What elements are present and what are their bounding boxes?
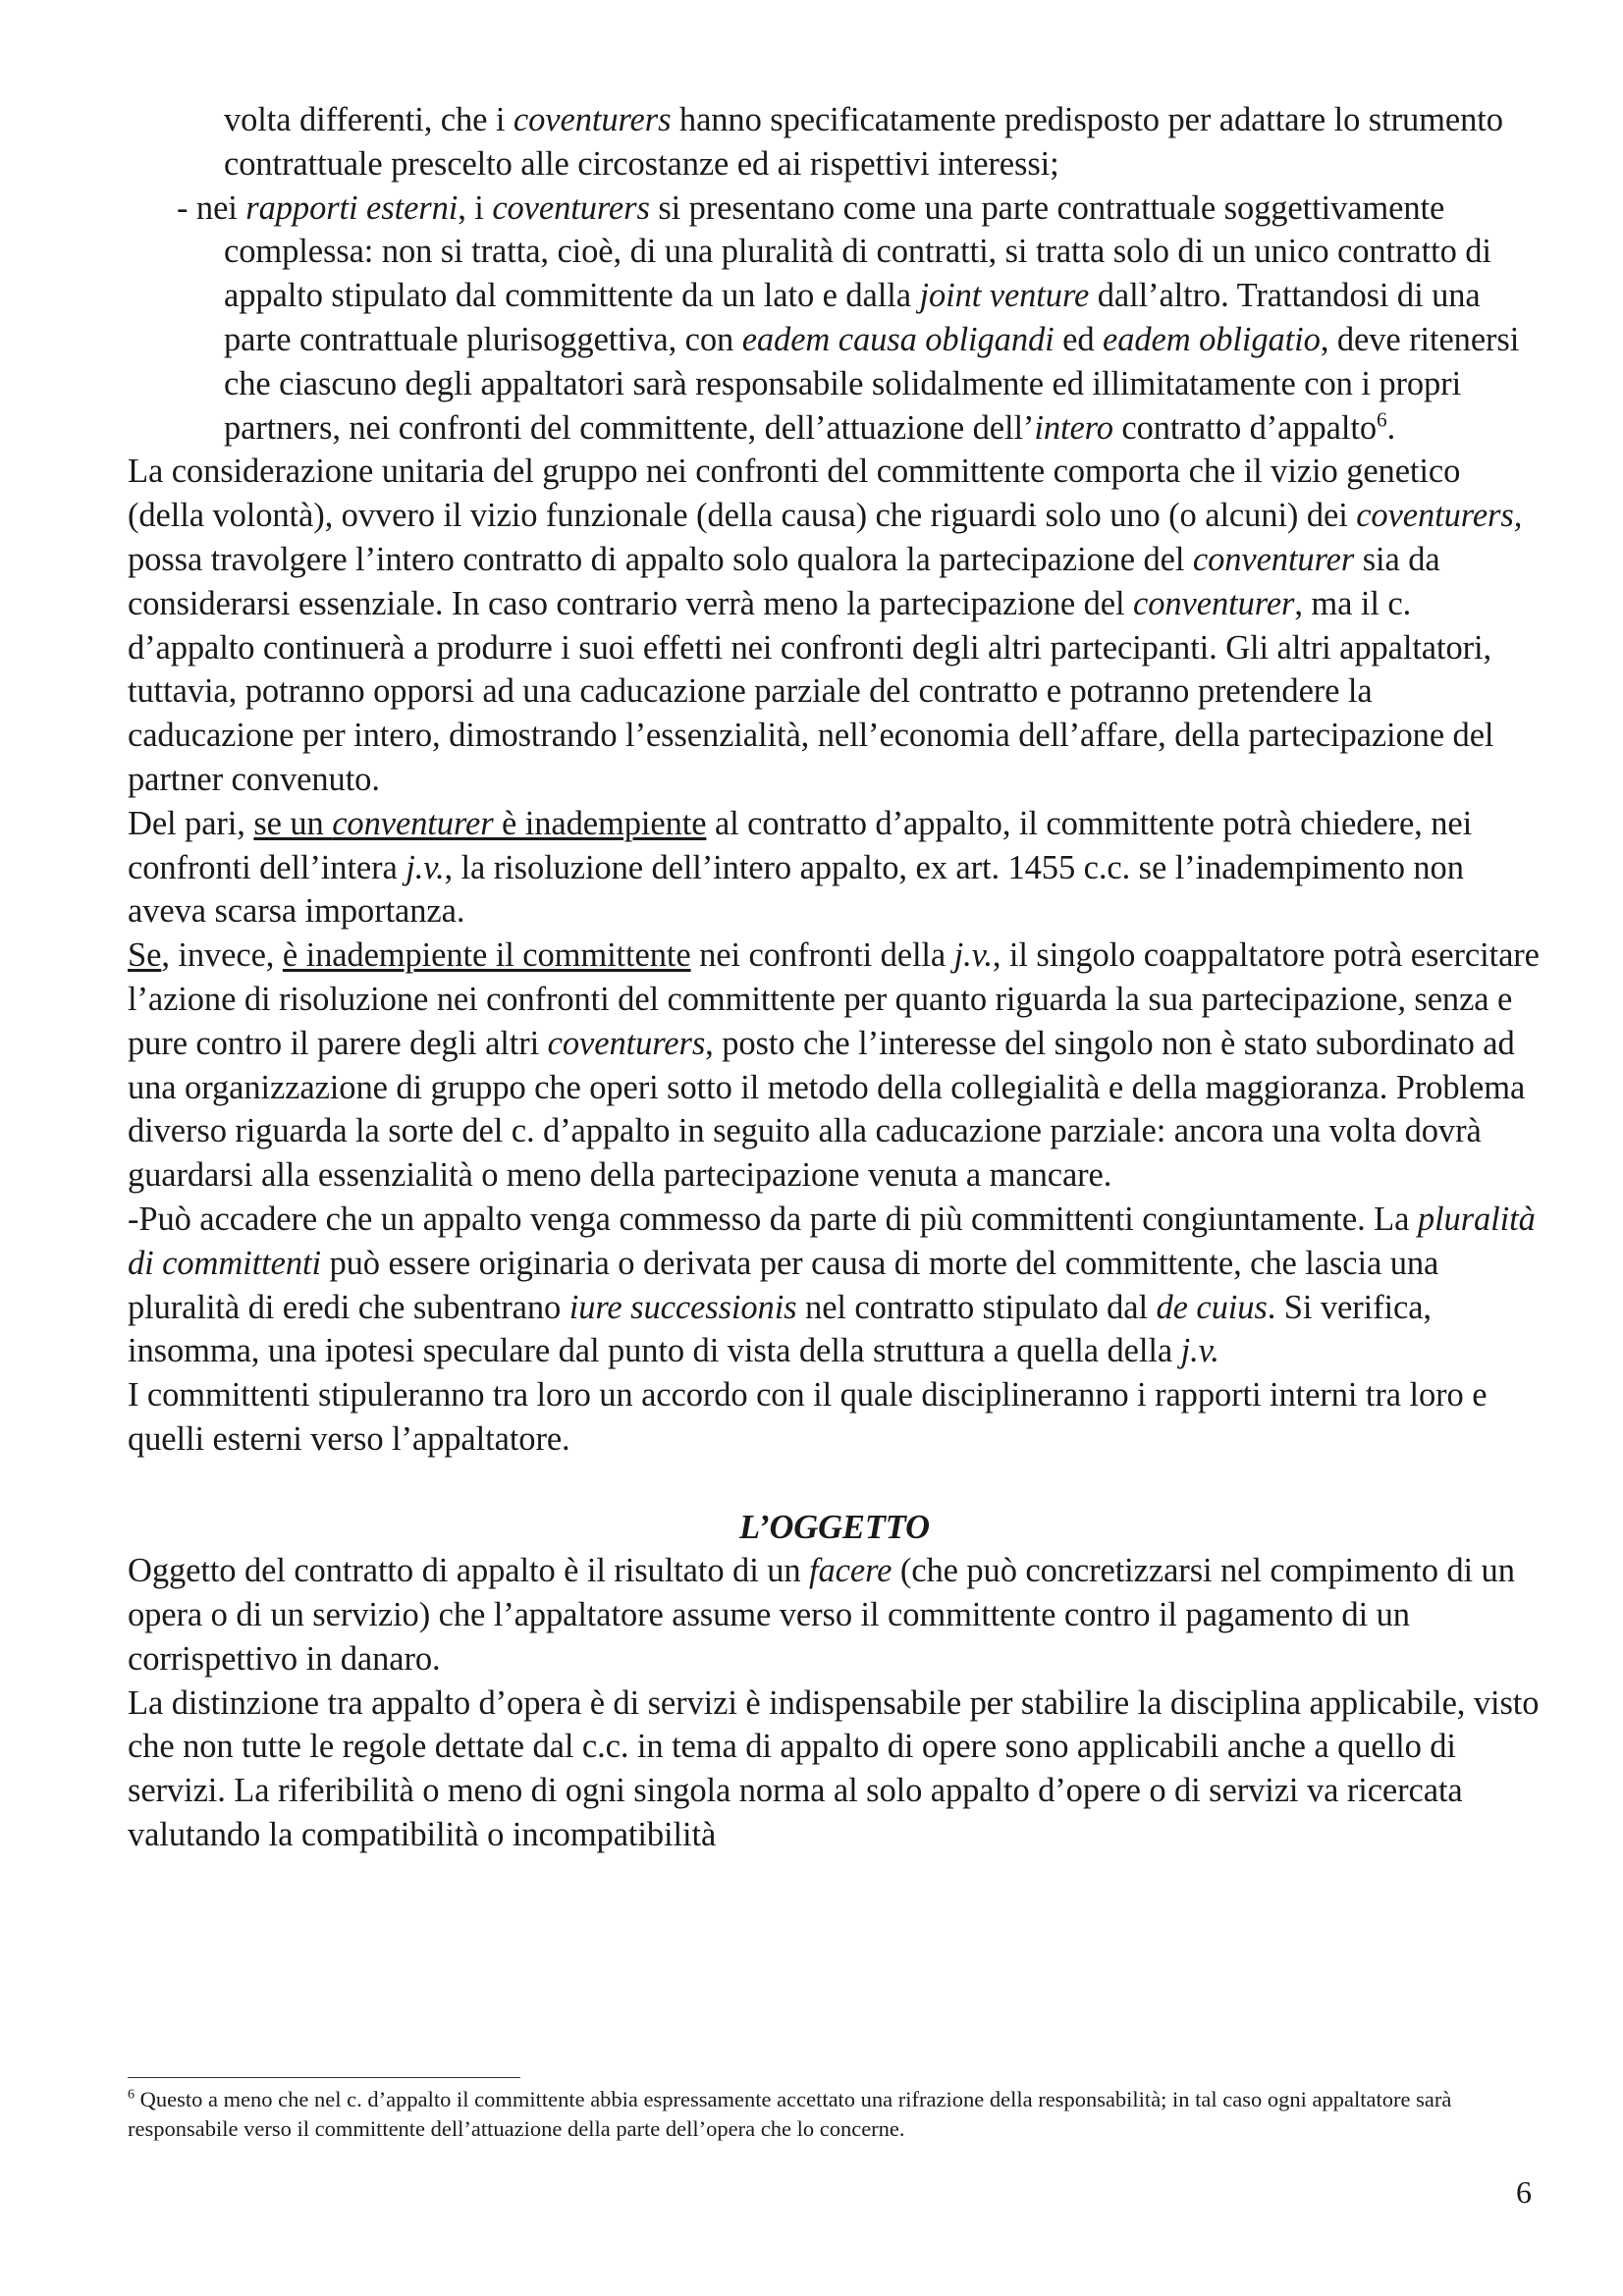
italic-text: conventurer (1192, 540, 1355, 578)
italic-text: j.v. (953, 936, 993, 975)
text-run: hanno specificatamente predisposto per adattare lo strumento contrattuale prescelto alle circostanze ed ai rispettivi interessi; (224, 101, 1503, 183)
footnote (128, 2085, 1532, 2144)
page-number: 6 (1516, 2174, 1532, 2210)
footnote-separator (128, 2077, 520, 2078)
paragraph (128, 98, 1542, 187)
italic-text: j.v. (1180, 1332, 1219, 1370)
italic-text: conventurer (1133, 584, 1295, 622)
text-run: Se (128, 936, 162, 975)
italic-text: coventurers, (1356, 497, 1523, 535)
italic-text: conventurer (332, 804, 494, 842)
text-run: nei confronti della (690, 936, 954, 975)
italic-text: pluralità di committenti (128, 1200, 1536, 1282)
text-run: . (1386, 408, 1396, 447)
paragraph (128, 187, 1542, 451)
text-run: è inadempiente (493, 804, 707, 842)
paragraph (128, 934, 1542, 1198)
paragraph (128, 802, 1542, 934)
text-run: Oggetto del contratto di appalto è il risultato di un (128, 1552, 810, 1590)
text-run: - nei (177, 188, 246, 227)
paragraph (128, 450, 1542, 801)
italic-text: j.v. (406, 848, 445, 886)
footnote-marker: 6 (128, 2087, 135, 2103)
text-run: dall’altro. Trattandosi di una parte contrattuale plurisoggettiva, con (224, 277, 1481, 358)
text-run: I committenti stipuleranno tra loro un accordo con il quale disciplineranno i rapporti interni tra loro e quelli esterni verso l’appaltatore. (128, 1376, 1488, 1458)
text-run: , i (458, 188, 493, 227)
italic-text: coventurers (513, 101, 672, 138)
body-text (128, 98, 1542, 1857)
text-run: -Può accadere che un appalto venga commesso da parte di più committenti congiuntamente. La (128, 1200, 1418, 1238)
footnote-reference: 6 (1377, 407, 1387, 432)
text-run: se un (253, 804, 333, 842)
text-run: , posto che l’interesse del singolo non è stato subordinato ad una organizzazione di gruppo che operi sotto il metodo della collegialità e della maggioranza. Problema diverso riguarda la sorte del c. d’appalto in seguito alla caducazione parziale: ancora una volta dovrà guardarsi alla essenzialità o meno della partecipazione venuta a mancare. (128, 1024, 1526, 1195)
text-run: ed (1054, 320, 1104, 358)
italic-text: eadem causa obligandi (741, 320, 1055, 358)
paragraphs-before-heading (128, 98, 1542, 1462)
italic-text: facere (809, 1552, 893, 1590)
paragraph (128, 1198, 1542, 1373)
paragraph (128, 1373, 1542, 1462)
text-run: è inadempiente il committente (282, 936, 691, 975)
footnote-text: Questo a meno che nel c. d’appalto il committente abbia espressamente accettato una rifrazione della responsabilità; in tal caso ogni appaltatore sarà responsabile verso il committente dell’attuazione della parte dell’opera che lo concerne. (128, 2087, 1452, 2141)
italic-text: intero (1034, 408, 1113, 447)
italic-text: de cuius (1156, 1288, 1268, 1326)
text-run: contratto d’appalto (1112, 408, 1378, 447)
text-run: , ma il c. d’appalto continuerà a produrre i suoi effetti nei confronti degli altri partecipanti. Gli altri appaltatori, tuttavia, potranno opporsi ad una caducazione parziale del contratto e potranno pretendere la caducazione per intero, dimostrando l’essenzialità, nell’economia dell’affare, della partecipazione del partner convenuto. (128, 584, 1494, 798)
italic-text: joint venture (919, 277, 1090, 315)
italic-text: coventurers (492, 188, 650, 227)
text-run: al contratto d’appalto, il committente potrà chiedere, nei confronti dell’intera (128, 804, 1473, 886)
text-run: nel contratto stipulato dal (796, 1288, 1157, 1326)
text-run: volta differenti, che i (224, 101, 514, 138)
italic-text: coventurers (547, 1024, 706, 1062)
text-run: , deve ritenersi che ciascuno degli appaltatori sarà responsabile solidalmente ed illimitatamente con i propri partners, nei confronti del committente, dell’attuazione dell’ (224, 320, 1520, 447)
text-run: (che può concretizzarsi nel compimento di un opera o di un servizio) che l’appaltatore assume verso il committente contro il pagamento di un corrispettivo in danaro. (128, 1552, 1515, 1678)
text-run: , la risoluzione dell’intero appalto, ex art. 1455 c.c. se l’inadempimento non aveva scarsa importanza. (128, 848, 1464, 931)
paragraph (128, 1682, 1542, 1857)
text-run: , invece, (161, 936, 283, 975)
italic-text: rapporti esterni (245, 188, 459, 227)
paragraphs-after-heading (128, 1549, 1542, 1857)
text-run: La distinzione tra appalto d’opera è di servizi è indispensabile per stabilire la disciplina applicabile, visto che non tutte le regole dettate dal c.c. in tema di appalto di opere sono applicabili anche a quello di servizi. La riferibilità o meno di ogni singola norma al solo appalto d’opere o di servizi va ricercata valutando la compatibilità o incompatibilità (128, 1683, 1540, 1854)
text-run: sia da considerarsi essenziale. In caso contrario verrà meno la partecipazione del (128, 540, 1440, 622)
section-heading: L’OGGETTO (739, 1508, 930, 1546)
text-run: si presentano come una parte contrattuale soggettivamente complessa: non si tratta, cioè, di una pluralità di contratti, si tratta solo di un unico contratto di appalto stipulato dal committente da un lato e dalla (224, 188, 1491, 315)
text-run: , il singolo coappaltatore potrà esercitare l’azione di risoluzione nei confronti del committente per quanto riguarda la sua partecipazione, senza e pure contro il parere degli altri (128, 936, 1540, 1062)
text-run: possa travolgere l’intero contratto di appalto solo qualora la partecipazione del (128, 540, 1193, 578)
italic-text: iure successionis (568, 1288, 797, 1326)
text-run: . Si verifica, insomma, una ipotesi speculare dal punto di vista della struttura a quella della (128, 1288, 1432, 1370)
text-run: Del pari, (128, 804, 254, 842)
italic-text: eadem obligatio (1103, 320, 1321, 358)
text-run: può essere originaria o derivata per causa di morte del committente, che lascia una pluralità di eredi che subentrano (128, 1244, 1439, 1326)
text-run: La considerazione unitaria del gruppo nei confronti del committente comporta che il vizio genetico (della volontà), ovvero il vizio funzionale (della causa) che riguardi solo uno (o alcuni) dei (128, 453, 1461, 535)
paragraph (128, 1549, 1542, 1681)
